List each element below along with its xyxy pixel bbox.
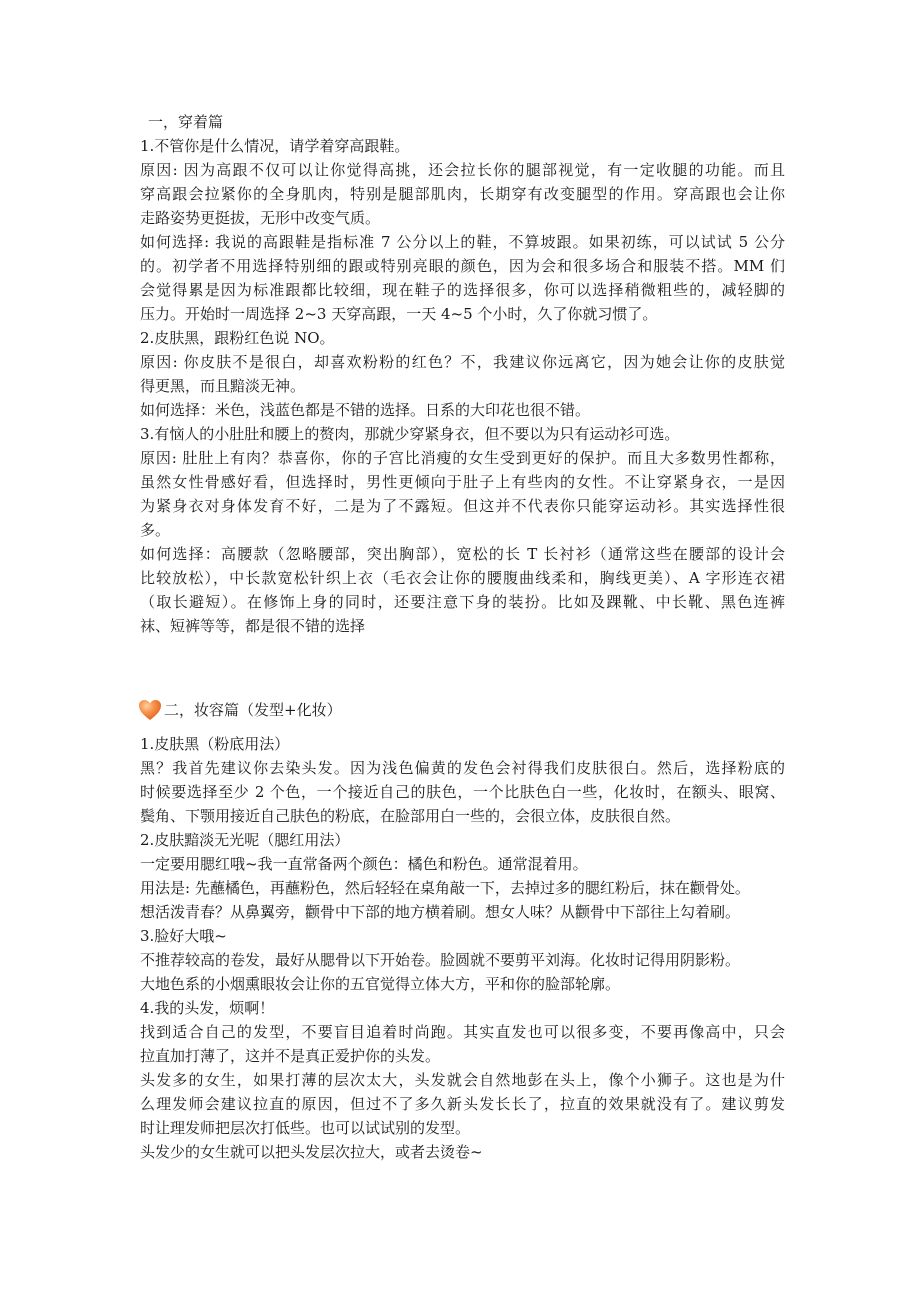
text-line: 如何选择：米色，浅蓝色都是不错的选择。日系的大印花也很不错。 (140, 401, 591, 419)
section-2-title: 二，妆容篇（发型+化妆） (164, 701, 342, 719)
text-line: 3.脸好大哦~ (140, 927, 227, 945)
text-line: 2.皮肤黯淡无光呢（腮红用法） (140, 831, 350, 849)
section-2-body (140, 732, 785, 1164)
text-line: 找到适合自己的发型，不要盲目追着时尚跑。其实直发也可以很多变，不要再像高中，只会 (140, 1023, 785, 1041)
section-1-body (140, 134, 785, 638)
text-line: 时候要选择至少 2 个色，一个接近自己的肤色，一个比肤色白一些，化妆时，在额头、眼窝、 (140, 783, 785, 801)
section-spacer (140, 638, 785, 696)
text-line: 袜、短裤等等，都是很不错的选择 (140, 617, 366, 635)
document-page (140, 110, 785, 1164)
text-line: 的。初学者不用选择特别细的跟或特别亮眼的颜色，因为会和很多场合和服装不搭。MM 们 (140, 257, 785, 275)
text-line: 虽然女性骨感好看，但选择时，男性更倾向于肚子上有些肉的女性。不让穿紧身衣，一是因 (140, 473, 785, 491)
heart-icon (138, 699, 162, 721)
text-line: 想活泼青春？从鼻翼旁，颧骨中下部的地方横着刷。想女人味？从颧骨中下部往上勾着刷。 (140, 903, 741, 921)
text-line: 一定要用腮红哦~我一直常备两个颜色：橘色和粉色。通常混着用。 (140, 855, 588, 873)
text-line: （取长避短）。在修饰上身的同时，还要注意下身的装扮。比如及踝靴、中长靴、黑色连裤 (140, 593, 785, 611)
text-line: 4.我的头发，烦啊！ (140, 999, 275, 1017)
text-line: 拉直加打薄了，这并不是真正爱护你的头发。 (140, 1047, 441, 1065)
text-line: 3.有恼人的小肚肚和腰上的赘肉，那就少穿紧身衣，但不要以为只有运动衫可选。 (140, 425, 680, 443)
text-line: 会觉得累是因为标准跟都比较细，现在鞋子的选择很多，你可以选择稍微粗些的，减轻脚的 (140, 281, 785, 299)
text-line: 原因: 因为高跟不仅可以让你觉得高挑，还会拉长你的腿部视觉，有一定收腿的功能。而且 (140, 161, 785, 179)
text-line: 不推荐较高的卷发，最好从腮骨以下开始卷。脸圆就不要剪平刘海。化妆时记得用阴影粉。 (140, 951, 741, 969)
text-line: 压力。开始时一周选择 2~3 天穿高跟，一天 4~5 个小时，久了你就习惯了。 (140, 305, 658, 323)
text-line: 头发多的女生，如果打薄的层次太大，头发就会自然地彭在头上，像个小狮子。这也是为什 (140, 1071, 785, 1089)
section-1-title: 一，穿着篇 (148, 113, 224, 131)
section-2-heading (140, 696, 785, 724)
text-line: 多。 (140, 521, 171, 539)
text-line: 走路姿势更挺拔，无形中改变气质。 (140, 209, 381, 227)
text-line: 穿高跟会拉紧你的全身肌肉，特别是腿部肌肉，长期穿有改变腿型的作用。穿高跟也会让你 (140, 185, 785, 203)
text-line: 大地色系的小烟熏眼妆会让你的五官觉得立体大方，平和你的脸部轮廓。 (140, 975, 621, 993)
text-line: 2.皮肤黑，跟粉红色说 NO。 (140, 329, 335, 347)
text-line: 头发少的女生就可以把头发层次拉大，或者去烫卷~ (140, 1143, 483, 1161)
text-line: 1.不管你是什么情况，请学着穿高跟鞋。 (140, 137, 410, 155)
text-line: 么理发师会建议拉直的原因，但过不了多久新头发长长了，拉直的效果就没有了。建议剪发 (140, 1095, 785, 1113)
text-line: 用法是: 先蘸橘色，再蘸粉色，然后轻轻在桌角敲一下，去掉过多的腮红粉后，抹在颧骨处。 (140, 879, 750, 897)
text-line: 如何选择: 我说的高跟鞋是指标准 7 公分以上的鞋，不算坡跟。如果初练，可以试试 5 公分 (140, 233, 785, 251)
text-line: 为紧身衣对身体发育不好，二是为了不露短。但这并不代表你只能穿运动衫。其实选择性很 (140, 497, 785, 515)
text-line: 时让理发师把层次打低些。也可以试试别的发型。 (140, 1119, 471, 1137)
text-line: 1.皮肤黑（粉底用法） (140, 735, 290, 753)
heading-spacer (140, 724, 785, 732)
text-line: 如何选择：高腰款（忽略腰部，突出胸部），宽松的长 T 长衬衫（通常这些在腰部的设计会 (140, 545, 785, 563)
text-line: 比较放松），中长款宽松针织上衣（毛衣会让你的腰腹曲线柔和，胸线更美）、A 字形连衣裙 (140, 569, 785, 587)
text-line: 鬓角、下颚用接近自己肤色的粉底，在脸部用白一些的，会很立体，皮肤很自然。 (140, 807, 681, 825)
text-line: 原因: 肚肚上有肉？恭喜你，你的子宫比消瘦的女生受到更好的保护。而且大多数男性都称， (140, 449, 785, 467)
text-line: 黑？我首先建议你去染头发。因为浅色偏黄的发色会衬得我们皮肤很白。然后，选择粉底的 (140, 759, 785, 777)
text-line: 原因: 你皮肤不是很白，却喜欢粉粉的红色？不，我建议你远离它，因为她会让你的皮肤觉 (140, 353, 785, 371)
text-line: 得更黑，而且黯淡无神。 (140, 377, 306, 395)
